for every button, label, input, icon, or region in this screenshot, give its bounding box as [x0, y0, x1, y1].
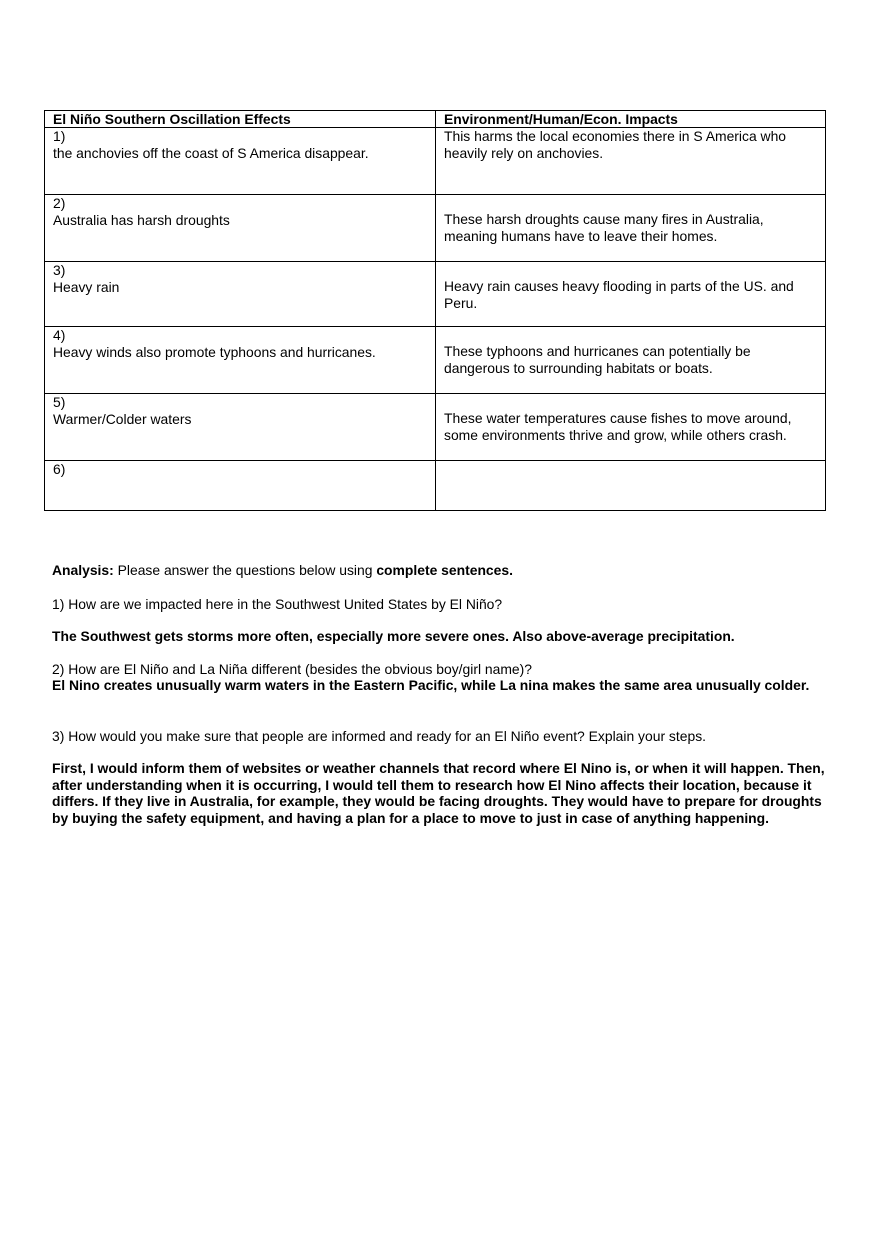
table-row	[45, 128, 826, 195]
impact-cell	[436, 461, 826, 511]
question-1: 1) How are we impacted here in the Southwest United States by El Niño?	[52, 595, 503, 612]
row-number: 5)	[53, 394, 66, 410]
table-header-row	[45, 111, 826, 128]
analysis-intro-bold: complete sentences.	[376, 562, 513, 578]
impact-cell	[436, 195, 826, 262]
row-number: 1)	[53, 128, 66, 144]
answer-3: First, I would inform them of websites or weather channels that record where El Nino is, or when it will happen. Then, after understanding when it is occurring, I would tell them to research how El Nino affects their location, because it differs. If they live in Australia, for example, they would be facing droughts. They would have to prepare for droughts by buying the safety equipment, and having a plan for a place to move to just in case of anything happening.	[52, 760, 825, 826]
header-impacts: Environment/Human/Econ. Impacts	[436, 111, 826, 128]
row-number: 2)	[53, 195, 66, 211]
effect-cell	[45, 262, 436, 327]
impact-text: Heavy rain causes heavy flooding in parts of the US. and Peru.	[444, 278, 794, 311]
impact-cell	[436, 128, 826, 195]
table-row	[45, 327, 826, 394]
effects-table	[44, 110, 826, 511]
effect-cell	[45, 128, 436, 195]
table-row	[45, 394, 826, 461]
effect-cell	[45, 327, 436, 394]
question-2: 2) How are El Niño and La Niña different (besides the obvious boy/girl name)?	[52, 660, 533, 677]
effect-cell	[45, 195, 436, 262]
effect-cell	[45, 461, 436, 511]
impact-text: These harsh droughts cause many fires in Australia, meaning humans have to leave their homes.	[444, 211, 764, 244]
impact-cell	[436, 394, 826, 461]
impact-cell	[436, 262, 826, 327]
question-3: 3) How would you make sure that people are informed and ready for an El Niño event? Explain your steps.	[52, 727, 706, 744]
row-number: 3)	[53, 262, 66, 278]
effect-text: Warmer/Colder waters	[53, 411, 192, 427]
effect-text: the anchovies off the coast of S America disappear.	[53, 145, 369, 161]
analysis-intro-text: Please answer the questions below using	[113, 562, 377, 578]
effect-text: Heavy winds also promote typhoons and hurricanes.	[53, 344, 376, 360]
impact-text: These water temperatures cause fishes to move around, some environments thrive and grow, while others crash.	[444, 410, 792, 443]
analysis-label: Analysis:	[52, 562, 114, 578]
header-effects: El Niño Southern Oscillation Effects	[45, 111, 436, 128]
row-number: 4)	[53, 327, 66, 343]
table-row	[45, 195, 826, 262]
analysis-intro	[52, 562, 832, 579]
answer-2: El Nino creates unusually warm waters in the Eastern Pacific, while La nina makes the same area unusually colder.	[52, 677, 810, 693]
effect-text: Australia has harsh droughts	[53, 212, 230, 228]
table-row	[45, 262, 826, 327]
effect-text: Heavy rain	[53, 279, 120, 295]
table-row	[45, 461, 826, 511]
answer-1: The Southwest gets storms more often, especially more severe ones. Also above-average precipitation.	[52, 628, 735, 644]
row-number: 6)	[53, 461, 66, 477]
impact-text: These typhoons and hurricanes can potentially be dangerous to surrounding habitats or boats.	[444, 343, 751, 376]
impact-cell	[436, 327, 826, 394]
impact-text: This harms the local economies there in S America who heavily rely on anchovies.	[444, 128, 787, 161]
effect-cell	[45, 394, 436, 461]
analysis-section	[52, 562, 832, 826]
